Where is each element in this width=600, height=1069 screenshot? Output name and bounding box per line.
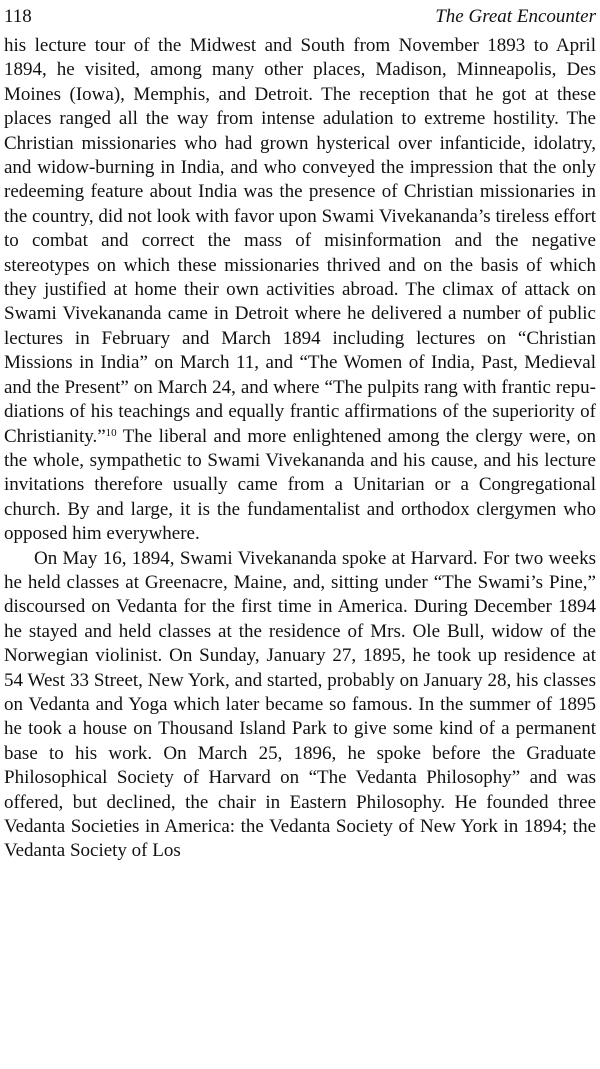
paragraph: On May 16, 1894, Swami Vivekananda spoke at Harvard. For two weeks he held classes at Greenacre, Maine, and, sitting under “The Swami’s Pine,” discoursed on Vedanta for the first time in America. During December 1894 he stayed and held classes at the residence of Mrs. Ole Bull, widow of the Norwegian violinist. On Sunday, January 27, 1895, he took up residence at 54 West 33 Street, New York, and started, probably on January 28, his classes on Vedanta and Yoga which later became so famous. In the summer of 1895 he took a house on Thousand Island Park to give some kind of a permanent base to his work. On March 25, 1896, he spoke before the Graduate Philosophical Society of Harvard on “The Vedanta Philosophy” and was offered, but declined, the chair in Eastern Philosophy. He founded three Vedanta Societies in America: the Vedanta Society of New York in 1894; the Vedanta Society of Los [4, 547, 596, 862]
paragraph-continued [4, 34, 596, 547]
paragraph-text-after-note: The liberal and more enlightened among the clergy were, on the whole, sympathetic to Swami Vivekananda and his cause, and his lecture invitations therefore usually came from a Unitarian or a Congregational church. By and large, it is the fundamentalist and orthodox clergymen who opposed him everywhere. [4, 425, 596, 545]
book-title: The Great Encounter [435, 6, 596, 27]
running-header [4, 0, 596, 34]
body-text [4, 34, 596, 864]
page-number: 118 [4, 6, 32, 27]
paragraph-text-before-note: his lecture tour of the Midwest and South from November 1893 to April 1894, he visited, among many other places, Madison, Minneapolis, Des Moines (Iowa), Memphis, and Detroit. The reception that he got at these places ranged all the way from intense adulation to extreme hostility. The Christian missionaries who had grown hysterical over infanticide, idolatry, and widow-burning in India, and who conveyed the impression that the only redeeming feature about India was the presence of Christian missionaries in the country, did not look with favor upon Swami Vivekananda’s tireless effort to combat and correct the mass of misinformation and the negative stereotypes on which these missionaries thrived and on the basis of which they justified at home their own activities abroad. The climax of attack on Swami Vivekananda came in Detroit where he delivered a number of public lectures in February and March 1894 including lectures on “Christian Missions in India” on March 11, and “The Women of India, Past, Medieval and the Present” on March 24, and where “The pulpits rang with frantic repudiations of his teachings and equally frantic affirmations of the superiority of Christianity.” [4, 35, 596, 447]
footnote-reference: 10 [105, 426, 117, 439]
book-page [4, 0, 596, 1069]
